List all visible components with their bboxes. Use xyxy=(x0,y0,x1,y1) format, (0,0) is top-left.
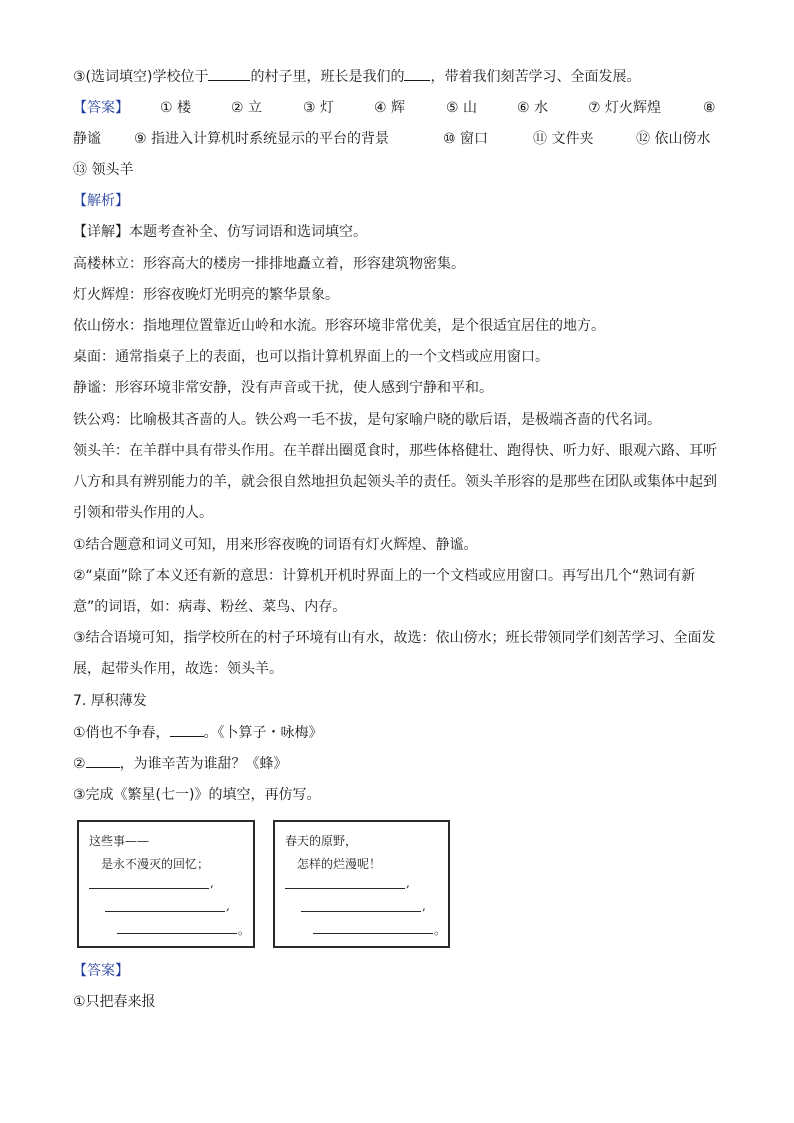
poem-card-1 xyxy=(77,820,255,948)
q6-3-mid: 的村子里，班长是我们的 xyxy=(250,69,405,85)
question-7-title: 7. 厚积薄发 xyxy=(73,693,147,709)
answer-item: ⑩ 窗口 xyxy=(443,131,489,147)
card-line: 是永不漫灭的回忆； xyxy=(101,857,210,871)
explanation-line: 桌面：通常指桌子上的表面，也可以指计算机界面上的一个文档或应用窗口。 xyxy=(73,349,549,365)
answer-item-text: 静谧 xyxy=(73,131,101,147)
card-comma: , xyxy=(406,876,410,890)
answer-item: ④ 辉 xyxy=(374,100,406,116)
detail-line: 【详解】本题考查补全、仿写词语和选词填空。 xyxy=(73,224,367,240)
card-line: 这些事—— xyxy=(89,834,150,848)
answer-7-1: ①只把春来报 xyxy=(73,994,156,1010)
card-line: 怎样的烂漫呢！ xyxy=(297,857,382,871)
answer-item: ② 立 xyxy=(231,100,263,116)
explanation-line: ③结合语境可知，指学校所在的村子环境有山有水，故选：依山傍水；班长带领同学们刻苦学习、全面发 xyxy=(73,630,716,646)
card-blank-rule xyxy=(89,888,209,889)
card-blank-rule xyxy=(285,888,405,889)
explanation-line: 静谧：形容环境非常安静，没有声音或干扰，使人感到宁静和平和。 xyxy=(73,380,493,396)
answer-item: ⑪ 文件夹 xyxy=(533,131,594,147)
explanation-line: 铁公鸡：比喻极其吝啬的人。铁公鸡一毛不拔，是句家喻户晓的歇后语，是极端吝啬的代名词。 xyxy=(73,412,661,428)
answer-item: ⑥ 水 xyxy=(517,100,549,116)
explanation-line: 八方和具有辨别能力的羊，就会很自然地担负起领头羊的责任。领头羊形容的是那些在团队或集体中起到 xyxy=(73,474,717,490)
card-blank-rule xyxy=(117,933,237,934)
fill-blank xyxy=(208,66,250,81)
explanation-line: 依山傍水：指地理位置靠近山岭和水流。形容环境非常优美，是个很适宜居住的地方。 xyxy=(73,318,605,334)
card-comma: , xyxy=(226,899,230,913)
poem-card-2 xyxy=(273,820,450,948)
card-blank-rule xyxy=(313,933,433,934)
explanation-line: 领头羊：在羊群中具有带头作用。在羊群出圈觅食时，那些体格健壮、跑得快、听力好、眼观六路、耳听 xyxy=(73,443,717,459)
card-comma: , xyxy=(210,876,214,890)
explanation-line: 引领和带头作用的人。 xyxy=(73,505,213,521)
card-line: 春天的原野， xyxy=(285,834,358,848)
answer-item: ⑦ 灯火辉煌 xyxy=(588,100,662,116)
q6-3-prefix: ③(选词填空)学校位于 xyxy=(73,69,209,85)
explanation-line: 展，起带头作用，故选：领头羊。 xyxy=(73,661,283,677)
answer-item: ⑬ 领头羊 xyxy=(73,162,134,178)
answer-item: ⑧ xyxy=(703,100,716,116)
answer-item: ⑤ 山 xyxy=(446,100,478,116)
question-7-2: ② ，为谁辛苦为谁甜？《蜂》 xyxy=(73,753,733,774)
answer-item: ③ 灯 xyxy=(303,100,335,116)
question-6-3 xyxy=(73,66,733,87)
fill-blank xyxy=(404,66,430,81)
explanation-line: ①结合题意和词义可知，用来形容夜晚的词语有灯火辉煌、静谧。 xyxy=(73,537,478,553)
analysis-label: 【解析】 xyxy=(73,193,129,209)
explanation-line: 高楼林立：形容高大的楼房一排排地矗立着，形容建筑物密集。 xyxy=(73,256,465,272)
card-period: 。 xyxy=(238,923,251,937)
card-blank-rule xyxy=(105,911,225,912)
answer-item: ⑨ 指进入计算机时系统显示的平台的背景 xyxy=(134,131,390,147)
fill-blank xyxy=(170,722,204,737)
explanation-line: ②“桌面”除了本义还有新的意思：计算机开机时界面上的一个文档或应用窗口。再写出几个“熟词有新 xyxy=(73,568,696,584)
explanation-line: 意”的词语，如：病毒、粉丝、菜鸟、内存。 xyxy=(73,599,347,615)
question-7-3: ③完成《繁星(七一)》的填空，再仿写。 xyxy=(73,787,321,803)
card-comma: , xyxy=(422,899,426,913)
answer-label: 【答案】 xyxy=(73,100,129,116)
answer-item: ⑫ 依山傍水 xyxy=(636,131,711,147)
q6-3-suffix: ，带着我们刻苦学习、全面发展。 xyxy=(430,69,641,85)
explanation-line: 灯火辉煌：形容夜晚灯光明亮的繁华景象。 xyxy=(73,287,339,303)
question-7-1: ①俏也不争春， 。《卜算子・咏梅》 xyxy=(73,722,733,743)
card-blank-rule xyxy=(301,911,421,912)
answer-item: ① 楼 xyxy=(160,100,192,116)
card-period: 。 xyxy=(434,923,447,937)
fill-blank xyxy=(86,753,120,768)
answer-label-2: 【答案】 xyxy=(73,963,129,979)
